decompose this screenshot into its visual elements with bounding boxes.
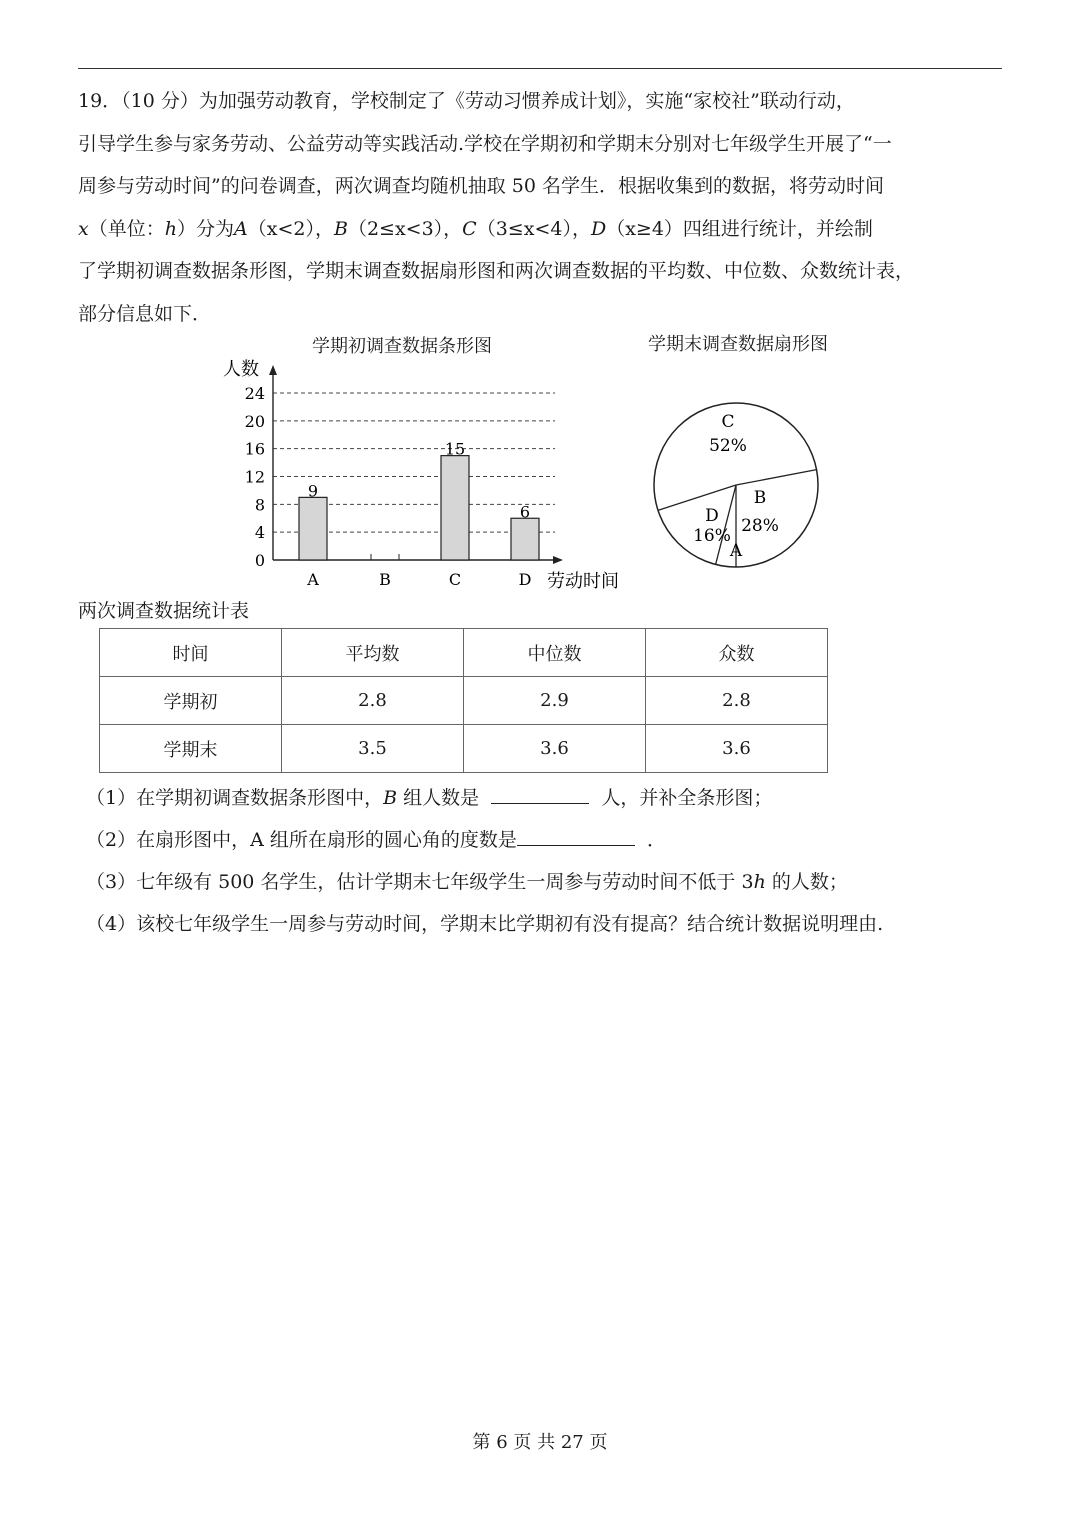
bar-value-label: 15 [444,439,466,459]
unit-post: ）分为 [176,217,234,240]
table-cell: 3.6 [646,725,828,773]
table-row [100,677,828,725]
group-d: D [590,217,607,240]
bar-value-label: 6 [519,502,531,522]
problem-line-3: 周参与劳动时间”的问卷调查，两次调查均随机抽取 50 名学生．根据收集到的数据，将劳动时间 [78,175,884,197]
pie-slice-label: D [705,506,719,526]
question-4: （4）该校七年级学生一周参与劳动时间，学期末比学期初有没有提高？结合统计数据说明理由. [86,913,884,935]
q1-text-b: 组人数是 [403,787,480,809]
table-cell: 学期初 [100,677,282,725]
y-axis-label: 人数 [223,359,259,380]
y-tick-label: 12 [244,467,265,487]
unit-pre: （单位： [88,217,165,240]
x-tick-label: B [379,570,391,589]
page-footer: 第 6 页 共 27 页 [472,1432,608,1453]
bar [511,518,539,560]
x-axis-label: 劳动时间 [547,571,619,590]
q2-answer-blank[interactable] [517,827,635,846]
q3-text-a: （3）七年级有 500 名学生，估计学期末七年级学生一周参与劳动时间不低于 3 [86,871,754,893]
problem-line-4 [78,208,1008,251]
range-c: （3≤x<4）， [476,217,591,240]
problem-line-6: 部分信息如下． [78,302,212,325]
bar-chart-title: 学期初调查数据条形图 [312,336,492,357]
range-d: （x≥4）四组进行统计，并绘制 [606,217,873,240]
bar [441,456,469,560]
table-cell: 2.9 [464,677,646,725]
table-header-row [100,629,828,677]
pie-percent-label: 52% [709,436,747,456]
table-cell: 3.6 [464,725,646,773]
table-cell: 2.8 [282,677,464,725]
pie-percent-label: 16% [693,526,731,546]
y-tick-label: 8 [254,495,265,515]
pie-slice-label: A [729,541,743,561]
q1-text-a: （1）在学期初调查数据条形图中， [86,787,384,809]
header-rule [78,68,1002,69]
q2-text-a: （2）在扇形图中，A 组所在扇形的圆心角的度数是 [86,829,517,851]
table-cell: 学期末 [100,725,282,773]
unit-h: h [164,217,177,240]
pie-chart [640,355,840,575]
group-a: A [234,217,248,240]
table-header-cell: 中位数 [464,629,646,677]
q3-unit-h: h [753,871,766,893]
var-x: x [78,217,89,240]
pie-chart-title: 学期末调查数据扇形图 [648,334,828,355]
problem-line-1: 19．（10 分）为加强劳动教育，学校制定了《劳动习惯养成计划》，实施“家校社”联动行动， [78,90,855,112]
y-tick-label: 0 [254,551,265,570]
question-1 [86,783,772,810]
bar-value-label: 9 [307,481,319,501]
table-header-cell: 平均数 [282,629,464,677]
problem-line-2: 引导学生参与家务劳动、公益劳动等实践活动.学校在学期初和学期末分别对七年级学生开展了“一 [78,132,892,155]
range-a: （x<2）， [247,217,334,240]
y-tick-label: 24 [244,384,265,403]
group-c: C [462,217,477,240]
x-tick-label: C [448,570,462,589]
x-tick-label: A [307,570,319,589]
x-axis-arrow [553,556,563,564]
pie-percent-label: 28% [741,516,779,536]
pie-slice-label: C [721,412,735,432]
question-3 [86,867,848,894]
range-b: （2≤x<3）， [347,217,463,240]
y-tick-label: 16 [244,439,265,459]
q2-text-b: ． [646,829,666,851]
q1-answer-blank[interactable] [491,785,589,804]
table-title: 两次调查数据统计表 [78,600,250,622]
problem-line-5: 了学期初调查数据条形图，学期末调查数据扇形图和两次调查数据的平均数、中位数、众数统计表， [78,260,915,282]
bar [299,497,327,560]
table-header-cell: 时间 [100,629,282,677]
pie-slice-label: B [753,488,767,508]
table-cell: 2.8 [646,677,828,725]
y-tick-label: 4 [254,523,265,543]
problem-statement [78,80,1008,335]
y-tick-label: 20 [244,411,265,431]
bar-chart [215,355,635,590]
y-axis-arrow [269,365,277,375]
group-b: B [333,217,348,240]
q3-text-b: 的人数； [771,871,848,893]
question-2 [86,825,666,852]
table-header-cell: 众数 [646,629,828,677]
x-tick-label: D [518,570,532,589]
stats-table [99,628,828,773]
q1-text-c: 人，并补全条形图； [601,787,773,809]
table-row [100,725,828,773]
q1-var: B [383,787,398,809]
table-cell: 3.5 [282,725,464,773]
